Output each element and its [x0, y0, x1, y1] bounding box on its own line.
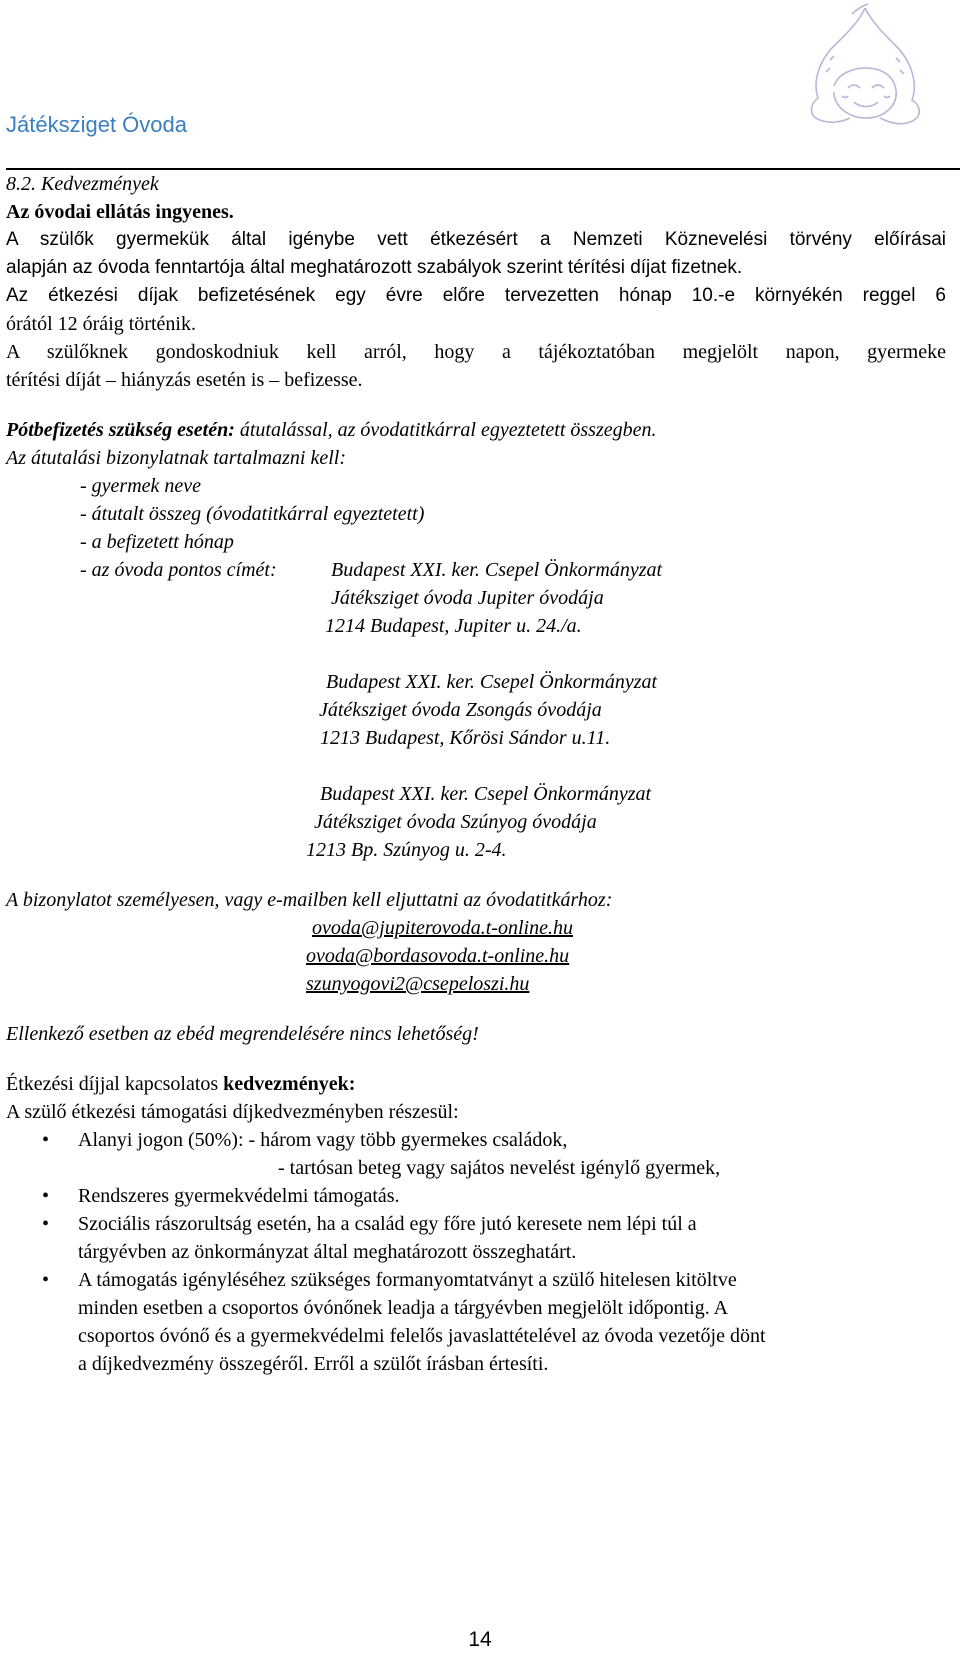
- email-link[interactable]: ovoda@bordasovoda.t-online.hu: [306, 945, 570, 967]
- warning-text: Ellenkező esetben az ebéd megrendelésére nincs lehetőség!: [6, 1023, 479, 1045]
- list-item-text: tárgyévben az önkormányzat által meghatározott összeghatárt.: [78, 1241, 577, 1263]
- address-line: Játéksziget óvoda Szúnyog óvodája: [314, 811, 597, 833]
- list-item-text: A támogatás igényléséhez szükséges formanyomtatványt a szülő hitelesen kitöltve: [78, 1269, 737, 1291]
- list-item-text: csoportos óvónő és a gyermekvédelmi felelős javaslattételével az óvoda vezetője dönt: [78, 1325, 766, 1347]
- address-line: 1214 Budapest, Jupiter u. 24./a.: [325, 615, 582, 637]
- document-body: [6, 170, 946, 1378]
- list-item-text: Szociális rászorultság esetén, ha a család egy főre jutó keresete nem lépi túl a: [78, 1213, 697, 1235]
- address-line: Budapest XXI. ker. Csepel Önkormányzat: [331, 559, 663, 581]
- list-item-text: minden esetben a csoportos óvónőnek leadja a tárgyévben megjelölt időpontig. A: [78, 1297, 729, 1319]
- address-line: Budapest XXI. ker. Csepel Önkormányzat: [320, 783, 652, 805]
- address-line: Játéksziget óvoda Jupiter óvodája: [331, 587, 604, 609]
- intro-line: A szülők gyermekük által igénybe vett étkezésért a Nemzeti Köznevelési törvény előírásai: [6, 229, 946, 250]
- list-item-text: a díjkedvezmény összegéről. Erről a szülőt írásban értesíti.: [78, 1353, 549, 1375]
- address-line: Játéksziget óvoda Zsongás óvodája: [319, 699, 602, 721]
- list-item: [6, 1126, 946, 1182]
- bullet-icon: •: [42, 1185, 50, 1207]
- intro-line: alapján az óvoda fenntartója által meghatározott szabályok szerint térítési díjat fizetnek.: [6, 257, 743, 278]
- discounts-intro: A szülő étkezési támogatási díjkedvezményben részesül:: [6, 1101, 459, 1123]
- discounts-heading: [6, 1070, 946, 1098]
- list-item: [6, 1210, 946, 1266]
- receipt-item-address: [6, 556, 946, 584]
- delivery-text: A bizonylatot személyesen, vagy e-mailben kell eljuttatni az óvodatitkárhoz:: [6, 889, 613, 911]
- receipt-item: - átutalt összeg (óvodatitkárral egyeztetett): [80, 503, 425, 525]
- page-number: 14: [468, 1628, 492, 1651]
- email-link[interactable]: ovoda@jupiterovoda.t-online.hu: [312, 917, 573, 939]
- extra-payment-text: átutalással, az óvodatitkárral egyeztetett összegben.: [234, 419, 657, 441]
- intro-line: órától 12 óráig történik.: [6, 313, 196, 335]
- bullet-icon: •: [42, 1213, 50, 1235]
- bullet-icon: •: [42, 1129, 50, 1151]
- extra-payment-line: [6, 416, 946, 444]
- discounts-heading-bold: kedvezmények:: [223, 1073, 356, 1095]
- bullet-icon: •: [42, 1269, 50, 1291]
- list-item: [6, 1266, 946, 1378]
- child-face-logo-icon: [790, 0, 940, 140]
- receipt-intro: Az átutalási bizonylatnak tartalmazni kell:: [6, 447, 346, 469]
- intro-line: Az étkezési díjak befizetésének egy évre előre tervezetten hónap 10.-e környékén reggel 6: [6, 285, 946, 306]
- intro-line: A szülőknek gondoskodniuk kell arról, hogy a tájékoztatóban megjelölt napon, gyermeke: [6, 341, 946, 363]
- list-item-text: - tartósan beteg vagy sajátos nevelést igénylő gyermek,: [278, 1157, 721, 1179]
- address-line: Budapest XXI. ker. Csepel Önkormányzat: [326, 671, 658, 693]
- list-item: [6, 1182, 946, 1210]
- list-item-text: Alanyi jogon (50%): - három vagy több gyermekes családok,: [78, 1129, 568, 1151]
- receipt-item: - gyermek neve: [80, 475, 202, 497]
- list-item-text: Rendszeres gyermekvédelmi támogatás.: [78, 1185, 400, 1207]
- discounts-heading-text: Étkezési díjjal kapcsolatos: [6, 1073, 224, 1095]
- header-title: Játéksziget Óvoda: [6, 112, 187, 137]
- discounts-list: [6, 1126, 946, 1378]
- section-title: 8.2. Kedvezmények: [6, 173, 159, 195]
- receipt-item: - a befizetett hónap: [80, 531, 234, 553]
- free-care-statement: Az óvodai ellátás ingyenes.: [6, 201, 234, 223]
- intro-line: térítési díját – hiányzás esetén is – befizesse.: [6, 369, 363, 391]
- receipt-item: - az óvoda pontos címét:: [80, 559, 277, 581]
- address-line: 1213 Budapest, Kőrösi Sándor u.11.: [320, 727, 611, 749]
- extra-payment-label: Pótbefizetés szükség esetén:: [6, 419, 235, 441]
- address-line: 1213 Bp. Szúnyog u. 2-4.: [306, 839, 507, 861]
- email-link[interactable]: szunyogovi2@csepeloszi.hu: [306, 973, 530, 995]
